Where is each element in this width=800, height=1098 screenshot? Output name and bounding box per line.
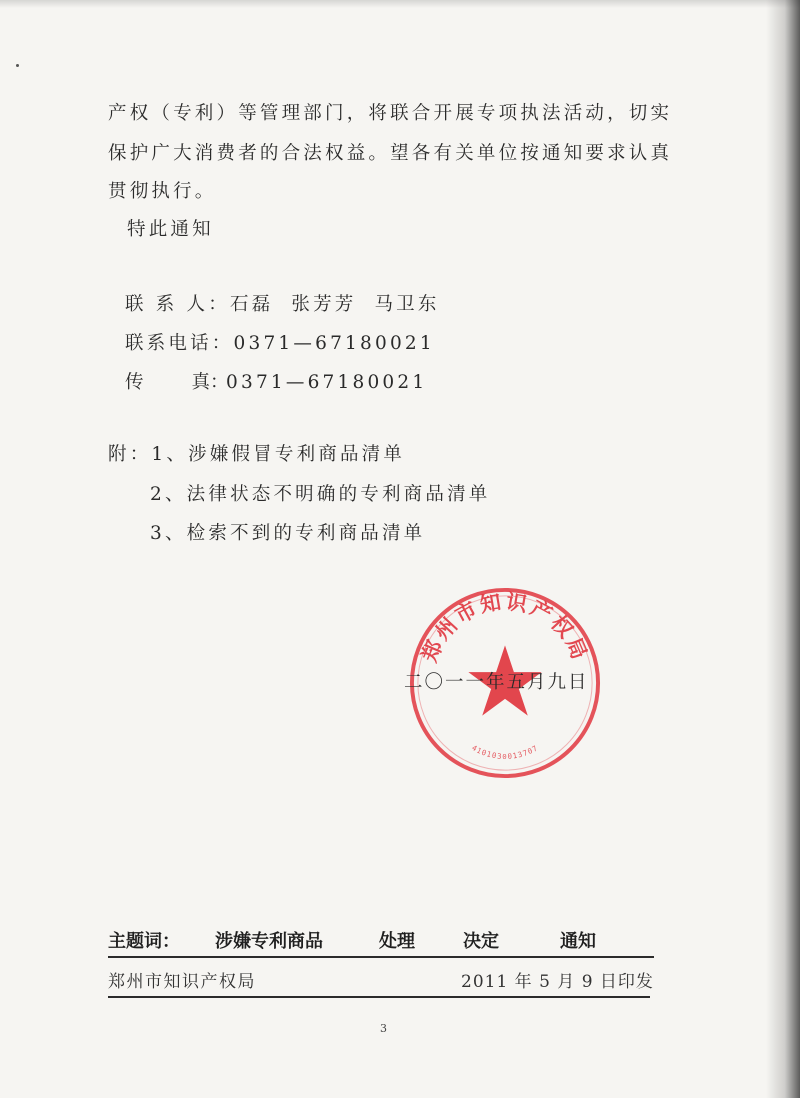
keywords-row [108,933,654,957]
attachment-item: 2、法律状态不明确的专利商品清单 [150,484,491,505]
contact-fax-label-part: 真： [191,372,229,393]
contact-fax-label-part: 传 [125,372,144,393]
contact-fax-row [125,374,427,393]
page-number: 3 [380,1022,387,1035]
keyword: 处理 [379,931,415,952]
seal-text: 郑州市知识产权局 [417,589,593,666]
contact-fax-value: 0371—67180021 [226,372,428,393]
scan-speck [16,64,19,67]
contact-persons-row [125,296,440,315]
body-text-line: 产权（专利）等管理部门，将联合开展专项执法活动，切实 [108,103,673,124]
attachment-prefix: 附： [108,444,152,465]
contact-phone-label: 联系电话： [125,333,234,354]
keywords-label: 主题词： [108,931,180,952]
contact-phone-row [125,335,435,354]
divider [108,956,654,958]
contact-person: 马卫东 [374,294,440,315]
issue-date: 二〇一一年五月九日 [404,672,589,693]
print-date: 2011 年 5 月 9 日印发 [461,972,654,992]
keyword: 涉嫌专利商品 [215,931,323,952]
attachment-label: 1、涉嫌假冒专利商品清单 [151,444,406,465]
contact-person: 石磊 [229,294,274,315]
contact-phone-value: 0371—67180021 [233,333,435,354]
seal-serial: 4101030013707 [470,743,540,761]
contact-fax-label [125,372,229,393]
contact-person: 张芳芳 [291,294,357,315]
body-text-line: 保护广大消费者的合法权益。望各有关单位按通知要求认真 [108,143,673,164]
body-text-line: 贯彻执行。 [108,181,217,202]
closing-text: 特此通知 [127,219,214,240]
contact-persons-label: 联 系 人： [125,294,230,315]
keyword: 通知 [560,931,596,952]
divider [108,996,650,998]
page-edge-shadow [766,0,800,1098]
keyword: 决定 [463,931,499,952]
attachment-item: 3、检索不到的专利商品清单 [150,523,426,544]
issuer-name: 郑州市知识产权局 [108,972,256,992]
page-top-shadow [0,0,800,8]
attachment-item [108,446,405,465]
